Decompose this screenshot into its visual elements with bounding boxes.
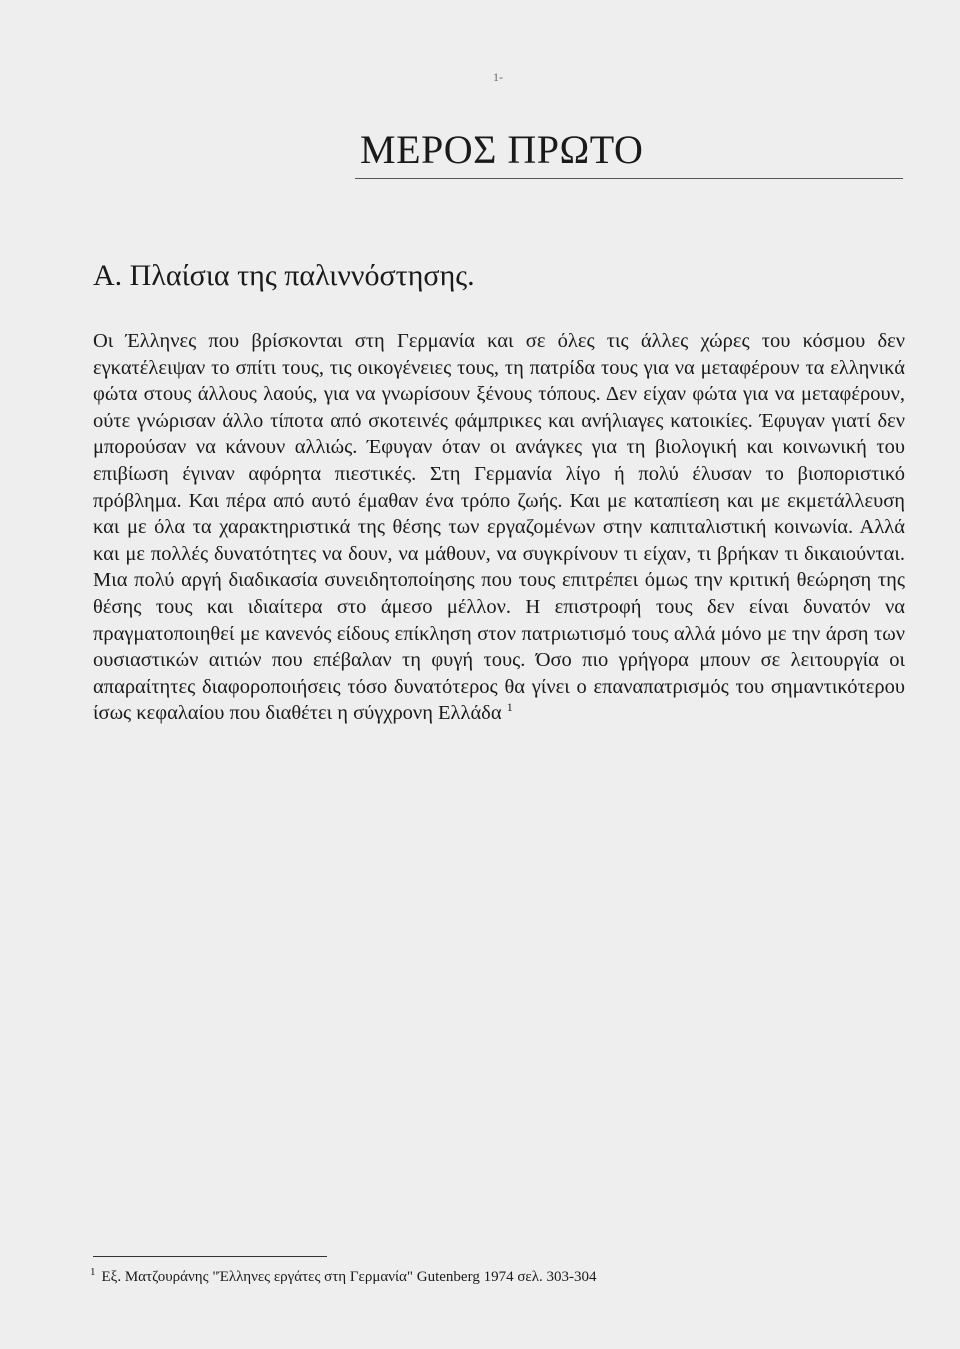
body-paragraph (93, 328, 905, 727)
section-heading: Α. Πλαίσια της παλιννόστησης. (93, 259, 475, 292)
body-text: Οι Έλληνες που βρίσκονται στη Γερμανία και σε όλες τις άλλες χώρες του κόσμου δεν εγκατέλειψαν το σπίτι τους, τις οικογένειες τους, τη πατρίδα τους για να μεταφέρουν τα ελληνικά φώτα στους άλλους λαούς, για να γνωρίσουν ξένους τόπους. Δεν είχαν φώτα για να μεταφέρουν, ούτε γνώρισαν άλλο τίποτα από σκοτεινές φάμπρικες και ανήλιαγες κατοικίες. Έφυγαν γιατί δεν μπορούσαν να κάνουν αλλιώς. Έφυγαν όταν οι ανάγκες για τη βιολογική και κοινωνική του επιβίωση έγιναν αφόρητα πιεστικές. Στη Γερμανία λίγο ή πολύ έλυσαν το βιοποριστικό πρόβλημα. Και πέρα από αυτό έμαθαν ένα τρόπο ζωής. Και με καταπίεση και με εκμετάλλευση και με όλα τα χαρακτηριστικά της θέσης των εργαζομένων στην καπιταλιστική κοινωνία. Αλλά και με πολλές δυνατότητες να δουν, να μάθουν, να συγκρίνουν τι είχαν, τι βρήκαν τι δικαιούνται. Μια πολύ αργή διαδικασία συνειδητοποίησης που τους επιτρέπει όμως την κριτική θεώρηση της θέσης τους και ιδιαίτερα στο άμεσο μέλλον. Η επιστροφή τους δεν είναι δυνατόν να πραγματοποιηθεί με κανενός είδους επίκληση στον πατριωτισμό τους αλλά μόνο με την άρση των ουσιαστικών αιτιών που επέβαλαν τη φυγή τους. Όσο πιο γρήγορα μπουν σε λειτουργία οι απαραίτητες διαφοροποιήσεις τόσο δυνατότερος θα γίνει ο επαναπατρισμός του σημαντικότερου ίσως κεφαλαίου που διαθέτει η σύγχρονη Ελλάδα (93, 330, 905, 725)
part-title: ΜΕΡΟΣ ΠΡΩΤΟ (360, 127, 644, 172)
footnote-mark: 1 (90, 1266, 96, 1278)
title-divider (355, 178, 903, 179)
footnote-divider (93, 1256, 327, 1257)
footnote (90, 1268, 596, 1288)
footnote-text: Εξ. Ματζουράνης "Έλληνες εργάτες στη Γερμανία" Gutenberg 1974 σελ. 303-304 (101, 1269, 597, 1285)
page-mark: 1- (493, 70, 503, 84)
footnote-reference: 1 (506, 700, 513, 715)
